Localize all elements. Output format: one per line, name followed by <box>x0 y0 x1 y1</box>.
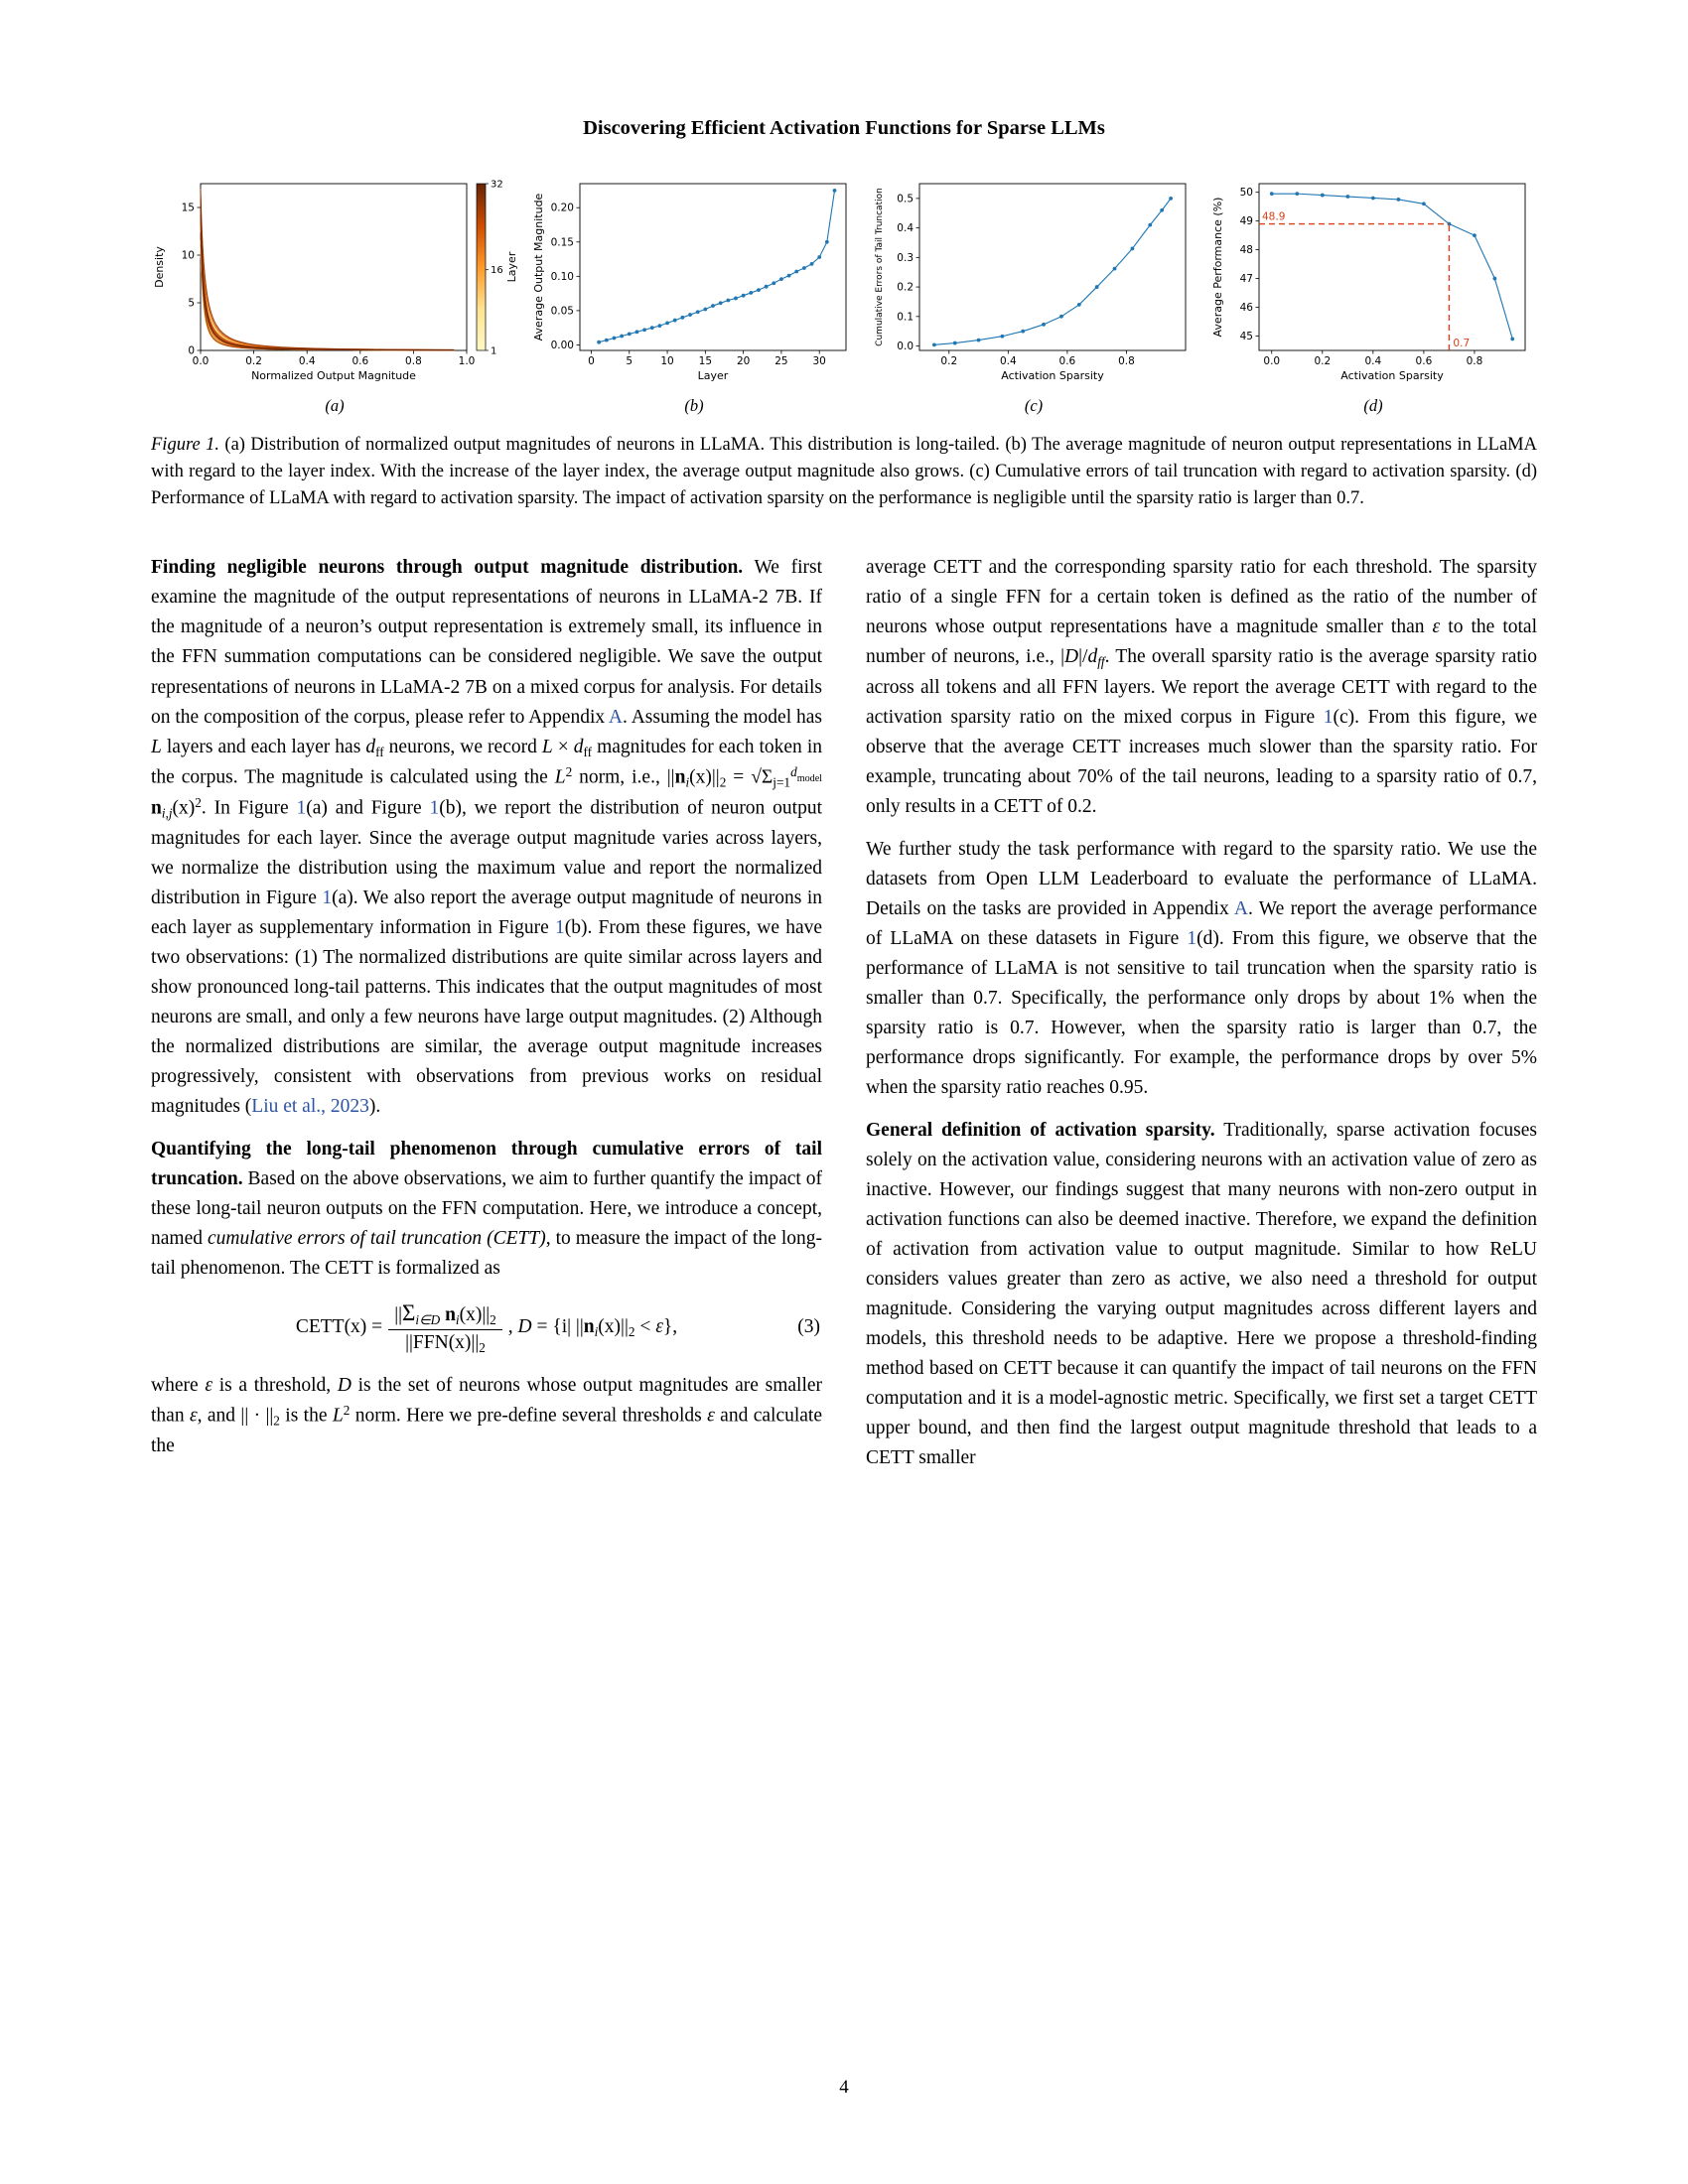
text-segment: (b), we report the distribution of neuron output magnitudes for each layer. Since the average output magnitude varies across layers, we normalize the distribution using the maximum value and report the normalized distribution in Figure <box>151 797 822 908</box>
svg-text:10: 10 <box>181 249 195 262</box>
text-segment: (x)|| <box>598 1316 629 1338</box>
body-paragraph <box>866 1116 1537 1473</box>
right-column <box>866 553 1537 1486</box>
svg-text:0.05: 0.05 <box>550 305 574 318</box>
text-segment: , to measure the impact of the long-tail phenomenon. The CETT is formalized as <box>151 1228 822 1280</box>
body-paragraph <box>151 1135 822 1284</box>
svg-text:10: 10 <box>660 355 674 367</box>
equation-denominator <box>405 1330 486 1356</box>
figure-panel-c <box>870 174 1197 416</box>
body-paragraph <box>151 553 822 1122</box>
panel-label-d: (d) <box>1363 396 1383 415</box>
svg-text:32: 32 <box>491 179 503 191</box>
svg-text:0.15: 0.15 <box>550 236 574 249</box>
text-segment: ). <box>368 1096 381 1118</box>
svg-text:48.9: 48.9 <box>1262 210 1286 223</box>
text-segment: norm, i.e., || <box>572 766 675 788</box>
equation-fraction <box>388 1299 502 1355</box>
figure-panel-a <box>151 174 518 416</box>
svg-text:0.20: 0.20 <box>550 202 574 214</box>
text-segment: layers and each layer has <box>161 736 366 757</box>
svg-text:Activation Sparsity: Activation Sparsity <box>1340 369 1444 382</box>
figure-panel-b <box>530 174 858 416</box>
svg-text:0.6: 0.6 <box>1415 355 1433 367</box>
text-segment: ff <box>583 744 593 759</box>
svg-text:47: 47 <box>1239 273 1253 286</box>
svg-text:0.4: 0.4 <box>298 355 316 367</box>
text-segment: D <box>517 1316 532 1338</box>
svg-text:0.8: 0.8 <box>1466 355 1483 367</box>
svg-text:Cumulative Errors of Tail Trun: Cumulative Errors of Tail Truncation <box>875 188 885 346</box>
svg-text:0.2: 0.2 <box>897 281 914 294</box>
text-segment: to the total number of neurons, i.e., | <box>866 616 1538 668</box>
text-segment: (a). We also report the average output magnitude of neurons in each layer as supplementary information in Figure <box>151 887 822 938</box>
text-segment: i <box>685 774 690 790</box>
svg-text:0.2: 0.2 <box>1314 355 1332 367</box>
svg-text:Normalized Output Magnitude: Normalized Output Magnitude <box>251 369 416 382</box>
text-segment: . Assuming the model has <box>623 706 822 728</box>
figure-panel-d <box>1209 174 1537 416</box>
text-segment: 2 <box>195 794 202 810</box>
text-segment: (c). From this figure, we observe that the average CETT increases much slower than the sparsity ratio. For example, truncating about 70% of the tail neurons, leading to a sparsity ratio of 0.7, only results in a CETT of 0.2. <box>866 706 1537 817</box>
svg-text:0.8: 0.8 <box>405 355 422 367</box>
svg-text:0.0: 0.0 <box>897 341 914 353</box>
text-segment: < <box>634 1316 656 1338</box>
text-segment: L <box>151 736 162 757</box>
figure-panels <box>151 174 1537 416</box>
equation-numerator <box>388 1299 502 1330</box>
figure-1 <box>151 174 1537 511</box>
text-segment: , and || · || <box>197 1406 274 1428</box>
svg-text:25: 25 <box>774 355 788 367</box>
svg-text:1: 1 <box>491 345 497 357</box>
text-segment: = {i| || <box>531 1316 584 1338</box>
text-segment: ε <box>205 1375 213 1397</box>
svg-text:0.3: 0.3 <box>897 251 914 264</box>
svg-text:15: 15 <box>698 355 713 367</box>
text-segment: n <box>674 766 686 788</box>
text-segment: average CETT and the corresponding sparsity ratio for each threshold. The sparsity ratio of a single FFN for a certain token is defined as the ratio of the number of neurons whose output representations have a magnitude smaller than <box>866 557 1537 638</box>
svg-text:0.7: 0.7 <box>1453 338 1471 349</box>
panel-label-a: (a) <box>325 396 345 415</box>
equation-condition <box>508 1312 677 1342</box>
text-segment: is the <box>279 1406 333 1428</box>
text-segment: i <box>594 1324 599 1340</box>
text-segment: We further study the task performance with regard to the sparsity ratio. We use the datasets from Open LLM Leaderboard to evaluate the performance of LLaMA. Details on the tasks are provided in Appendix <box>866 838 1537 919</box>
svg-text:Activation Sparsity: Activation Sparsity <box>1001 369 1104 382</box>
svg-text:Average Performance (%): Average Performance (%) <box>1211 197 1224 338</box>
text-segment: . The overall sparsity ratio is the average sparsity ratio across all tokens and all FFN layers. We report the average CETT with regard to the activation sparsity ratio on the mixed corpus in Figure <box>866 646 1537 728</box>
text-segment: × <box>552 736 574 757</box>
text-segment: Traditionally, sparse activation focuses solely on the activation value, considering neurons with an activation value of zero as inactive. However, our findings suggest that many neurons with non-zero output in activation functions can also be deemed inactive. Therefore, we expand the definition of activation from activation value to output magnitude. Similar to how ReLU considers values greater than zero as active, we also need a threshold for output magnitude. Considering the varying output magnitudes across different layers and models, this threshold needs to be adaptive. Here we propose a threshold-finding method based on CETT because it can quantify the impact of tail neurons on the FFN computation and it is a model-agnostic metric. Specifically, we first set a target CETT upper bound, and then find the largest output magnitude threshold that leads to a CETT smaller <box>866 1120 1537 1469</box>
svg-text:0.1: 0.1 <box>897 311 914 324</box>
svg-text:0.2: 0.2 <box>245 355 262 367</box>
equation-lhs <box>296 1312 382 1342</box>
text-segment: General definition of activation sparsity. <box>866 1120 1215 1142</box>
svg-text:45: 45 <box>1239 331 1253 343</box>
svg-text:0.6: 0.6 <box>352 355 369 367</box>
svg-text:0.4: 0.4 <box>897 222 914 235</box>
svg-text:Density: Density <box>153 246 166 288</box>
svg-text:0.00: 0.00 <box>550 339 574 351</box>
cett-chart <box>870 174 1197 394</box>
text-segment: ||FFN(x)|| <box>405 1331 480 1353</box>
text-segment: || <box>394 1304 402 1326</box>
body-columns <box>151 553 1537 1486</box>
ref-link[interactable]: 1 <box>296 797 307 819</box>
svg-text:50: 50 <box>1239 187 1253 200</box>
text-segment: 2 <box>490 1312 496 1328</box>
svg-text:5: 5 <box>626 355 633 367</box>
text-segment: = √Σ <box>726 766 774 788</box>
text-segment: is a threshold, <box>212 1375 338 1397</box>
text-segment: (a) and Figure <box>306 797 430 819</box>
text-segment: 2 <box>628 1324 635 1340</box>
text-segment: d <box>365 736 376 757</box>
text-segment: n <box>445 1304 456 1326</box>
text-segment: . We report the average performance of LLaMA on these datasets in Figure <box>866 897 1537 949</box>
text-segment: (x)|| <box>459 1304 491 1326</box>
body-paragraph <box>151 1371 822 1461</box>
text-segment: cumulative errors of tail truncation (CETT) <box>208 1228 546 1250</box>
text-segment: (x) <box>172 797 196 819</box>
text-segment: neurons, we record <box>383 736 542 757</box>
svg-text:30: 30 <box>812 355 826 367</box>
text-segment: Quantifying the long-tail phenomenon through cumulative errors of tail truncation. <box>151 1139 822 1190</box>
text-segment: L <box>554 766 566 788</box>
text-segment: }, <box>662 1316 678 1338</box>
text-segment: magnitudes for each token in the corpus. The magnitude is calculated using the <box>151 736 822 788</box>
text-segment: and calculate the <box>151 1406 822 1457</box>
ref-link[interactable]: 1 <box>429 797 440 819</box>
text-segment: d <box>790 763 797 779</box>
avg-magnitude-chart <box>530 174 858 394</box>
text-segment: (x)|| <box>689 766 720 788</box>
text-segment: We first examine the magnitude of the output representations of neurons in LLaMA-2 7B. If the magnitude of a neuron’s output representation is extremely small, its influence in the FFN summation computations can be considered negligible. We save the output representations of neurons in LLaMA-2 7B on a mixed corpus for analysis. For details on the composition of the corpus, please refer to Appendix <box>151 557 822 728</box>
text-segment: model <box>796 772 822 784</box>
svg-text:0.2: 0.2 <box>940 355 958 367</box>
text-segment: L <box>332 1406 344 1428</box>
text-segment: L <box>541 736 553 757</box>
text-segment: ff <box>375 744 384 759</box>
svg-text:Average Output Magnitude: Average Output Magnitude <box>532 193 545 341</box>
svg-text:0.10: 0.10 <box>550 270 574 283</box>
text-segment: |/ <box>1078 646 1088 668</box>
text-segment: ε <box>189 1406 198 1428</box>
text-segment: n <box>151 797 162 819</box>
ref-link[interactable]: A <box>608 706 624 728</box>
text-segment: d <box>573 736 584 757</box>
svg-text:49: 49 <box>1239 215 1253 228</box>
text-segment: ε <box>1432 616 1441 638</box>
svg-text:0.8: 0.8 <box>1118 355 1135 367</box>
svg-text:5: 5 <box>188 297 195 310</box>
text-segment: Figure 1. <box>151 435 219 455</box>
text-segment: (3) <box>797 1316 820 1338</box>
svg-text:1.0: 1.0 <box>458 355 476 367</box>
text-segment: D <box>1064 646 1079 668</box>
text-segment: is the set of neurons whose output magnitudes are smaller than <box>151 1375 823 1428</box>
ref-link[interactable]: 1 <box>322 887 333 908</box>
svg-text:Layer: Layer <box>697 369 729 382</box>
text-segment: , <box>507 1316 518 1338</box>
svg-text:0.4: 0.4 <box>1364 355 1382 367</box>
text-segment: i,j <box>161 805 173 821</box>
svg-text:15: 15 <box>181 202 195 214</box>
text-segment: d <box>1087 646 1098 668</box>
text-segment: where <box>151 1375 206 1397</box>
svg-text:0.6: 0.6 <box>1058 355 1076 367</box>
text-segment: CETT(x) = <box>295 1316 383 1338</box>
page-number: 4 <box>839 2077 849 2098</box>
text-segment: 2 <box>719 774 727 790</box>
svg-text:0.0: 0.0 <box>192 355 210 367</box>
text-segment: 2 <box>565 763 573 779</box>
text-segment: D <box>337 1375 352 1397</box>
text-segment: ε <box>655 1316 663 1338</box>
svg-text:0: 0 <box>588 355 595 367</box>
svg-text:0.0: 0.0 <box>1263 355 1281 367</box>
text-segment: 2 <box>273 1414 280 1430</box>
running-title: Discovering Efficient Activation Functions for Sparse LLMs <box>583 117 1105 139</box>
ref-link[interactable]: Liu et al., 2023 <box>251 1096 369 1118</box>
ref-link[interactable]: 1 <box>1323 706 1334 728</box>
svg-text:16: 16 <box>491 265 503 277</box>
text-segment: 2 <box>479 1339 486 1355</box>
text-segment: norm. Here we pre-define several thresholds <box>350 1406 708 1428</box>
body-paragraph <box>866 553 1537 822</box>
svg-text:46: 46 <box>1239 302 1253 315</box>
left-column <box>151 553 822 1486</box>
panel-label-c: (c) <box>1024 396 1044 415</box>
svg-text:Layer: Layer <box>505 251 518 283</box>
text-segment: Σ <box>402 1299 416 1326</box>
text-segment: n <box>583 1316 595 1338</box>
text-segment: ε <box>707 1406 715 1428</box>
text-segment: Based on the above observations, we aim to further quantify the impact of these long-tail neuron outputs on the FFN computation. Here, we introduce a concept, named <box>151 1168 822 1250</box>
text-segment: . In Figure <box>201 797 297 819</box>
text-segment: i <box>455 1312 460 1328</box>
ref-link[interactable]: 1 <box>1187 928 1197 949</box>
text-segment: (a) Distribution of normalized output magnitudes of neurons in LLaMA. This distribution is long-tailed. (b) The average magnitude of neuron output representations in LLaMA with regard to the layer index. With the increase of the layer index, the average output magnitude also grows. (c) Cumulative errors of tail truncation with regard to activation sparsity. (d) Performance of LLaMA with regard to activation sparsity. The impact of activation sparsity on the performance is negligible until the sparsity ratio is larger than 0.7. <box>151 435 1537 508</box>
equation-cett <box>151 1299 822 1355</box>
text-segment: i∈D <box>415 1312 441 1328</box>
body-paragraph <box>866 835 1537 1103</box>
performance-chart <box>1209 174 1537 394</box>
svg-text:20: 20 <box>736 355 751 367</box>
density-chart <box>151 174 518 394</box>
svg-text:48: 48 <box>1239 244 1253 257</box>
svg-text:0: 0 <box>188 344 195 357</box>
panel-label-b: (b) <box>684 396 704 415</box>
text-segment: (b). From these figures, we have two observations: (1) The normalized distributions are quite similar across layers and show pronounced long-tail patterns. This indicates that the output magnitudes of most neurons are small, and only a few neurons have large output magnitudes. (2) Although the normalized distributions are similar, the average output magnitude increases progressively, consistent with observations from previous works on residual magnitudes ( <box>151 917 822 1118</box>
text-segment: ff <box>1097 654 1105 670</box>
text-segment: Finding negligible neurons through output magnitude distribution. <box>151 557 744 579</box>
equation-number <box>797 1312 820 1342</box>
svg-text:0.4: 0.4 <box>999 355 1017 367</box>
text-segment: 2 <box>343 1403 351 1419</box>
text-segment: (d). From this figure, we observe that the performance of LLaMA is not sensitive to tail truncation when the sparsity ratio is smaller than 0.7. Specifically, the performance only drops by about 1% when the sparsity ratio is 0.7. However, when the sparsity ratio is larger than 0.7, the performance drops significantly. For example, the performance drops by over 5% when the sparsity ratio reaches 0.95. <box>866 928 1537 1099</box>
ref-link[interactable]: 1 <box>554 917 565 938</box>
ref-link[interactable]: A <box>1233 897 1248 919</box>
text-segment: j=1 <box>773 774 791 790</box>
svg-text:0.5: 0.5 <box>897 193 914 205</box>
figure-caption <box>151 432 1537 511</box>
